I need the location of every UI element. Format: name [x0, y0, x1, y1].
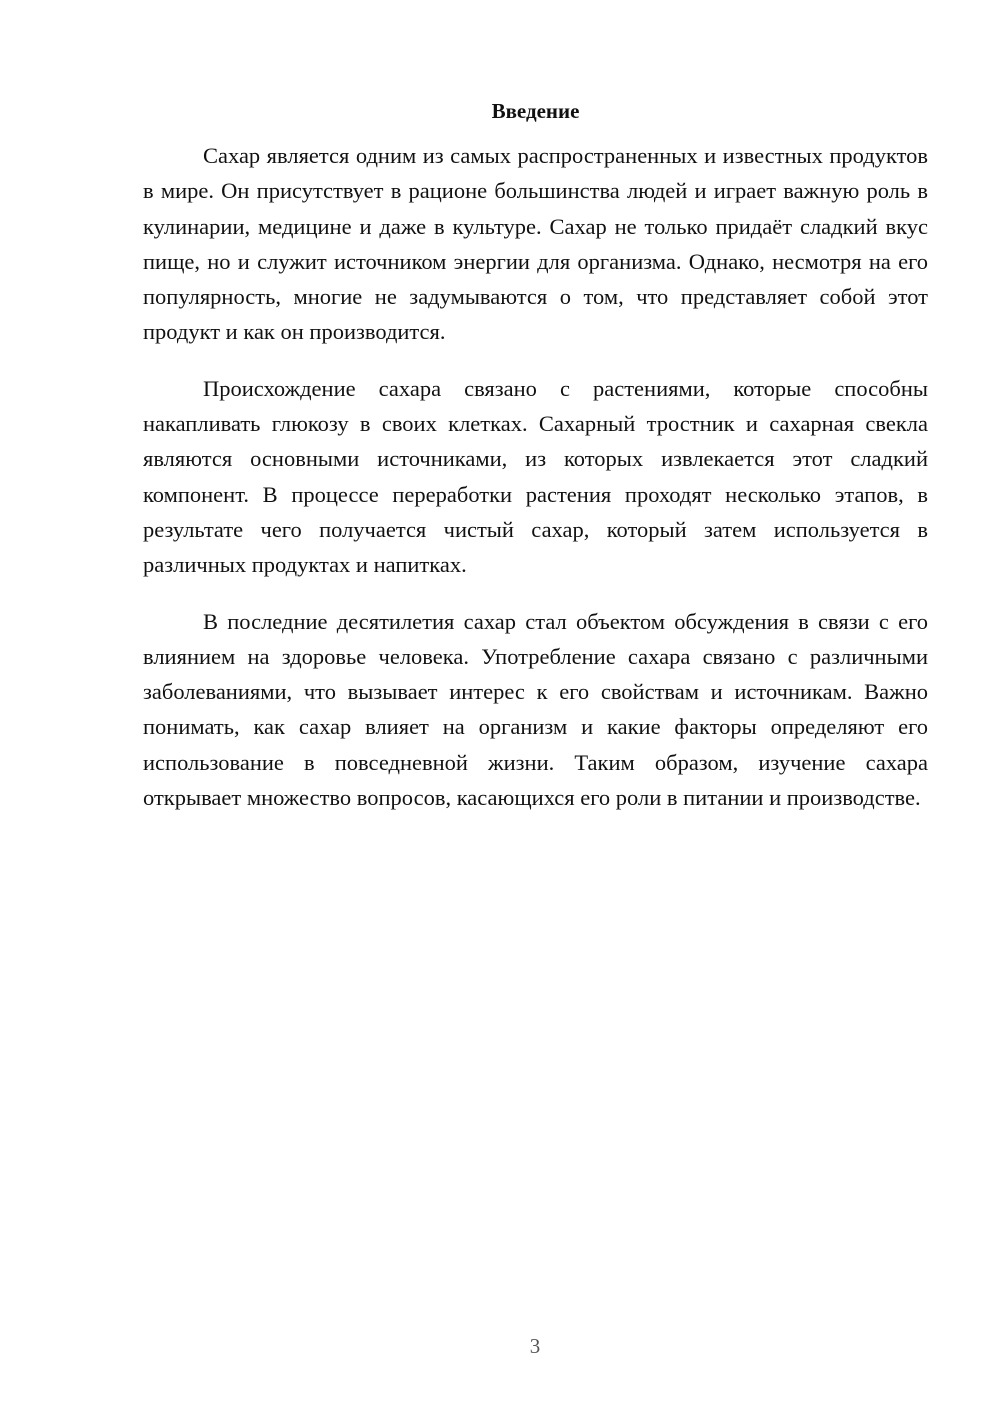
section-heading: Введение	[491, 99, 580, 123]
page-number: 3	[529, 1334, 541, 1358]
paragraph-3: В последние десятилетия сахар стал объектом обсуждения в связи с его влиянием на здоровье человека. Употребление сахара связано с различными заболеваниями, что вызывает интерес к его свойствам и источникам. Важно понимать, как сахар влияет на организм и какие факторы определяют его использование в повседневной жизни. Таким образом, изучение сахара открывает множество вопросов, касающихся его роли в питании и производстве.	[143, 608, 928, 811]
paragraph-1: Сахар является одним из самых распространенных и известных продуктов в мире. Он присутствует в рационе большинства людей и играет важную роль в кулинарии, медицине и даже в культуре. Сахар не только придаёт сладкий вкус пище, но и служит источником энергии для организма. Однако, несмотря на его популярность, многие не задумываются о том, что представляет собой этот продукт и как он производится.	[143, 143, 928, 345]
document-content	[143, 96, 928, 836]
paragraph-2: Происхождение сахара связано с растениями, которые способны накапливать глюкозу в своих клетках. Сахарный тростник и сахарная свекла являются основными источниками, из которых извлекается этот сладкий компонент. В процессе переработки растения проходят несколько этапов, в результате чего получается чистый сахар, который затем используется в различных продуктах и напитках.	[143, 375, 928, 578]
